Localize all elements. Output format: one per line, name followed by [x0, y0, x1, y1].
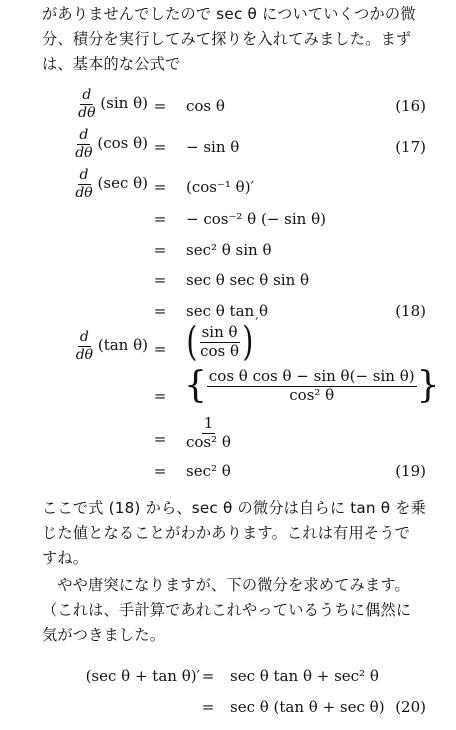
eq17-lhs-arg: (cos θ)	[97, 134, 148, 153]
eq-tan-rhs-4: sec² θ	[186, 462, 231, 480]
quotient-fraction: $\frac{\text{cos θ cos θ − sin θ(− sin θ)}}{\text{cos² θ}}$	[208, 366, 415, 404]
derivative-operator: $\frac{d}{d\theta}$	[78, 87, 96, 121]
eq-tan-equals-2: =	[153, 387, 167, 405]
paragraph-3-line-3: 気がつきました。	[42, 626, 166, 644]
eq20-equals-1: =	[201, 667, 215, 685]
eq-sec-rhs-3: sec² θ sin θ	[186, 241, 272, 259]
eq20-rhs-2: sec θ (tan θ + sec θ)	[230, 698, 385, 716]
eq-tan-lhs-arg: (tan θ)	[97, 336, 148, 355]
eq-tan-equals-4: =	[153, 462, 167, 480]
right-paren: )	[241, 319, 253, 365]
eq16-number: (16)	[395, 97, 426, 115]
paragraph-3-line-1: やや唐突になりますが、下の微分を求めてみます。	[57, 576, 410, 594]
eq19-number: (19)	[395, 462, 426, 480]
eq17-lhs	[70, 128, 148, 160]
paragraph-2	[42, 496, 452, 571]
eq-sec-rhs-1: (cos⁻¹ θ)′	[186, 178, 254, 196]
eq-sec-lhs	[70, 168, 148, 200]
paragraph-2-line-3: すね。	[42, 549, 89, 567]
eq16-lhs	[70, 88, 148, 120]
eq16-equals: =	[153, 97, 167, 115]
eq-sec-rhs-4: sec θ sec θ sin θ	[186, 271, 310, 289]
eq16-rhs: cos θ	[186, 97, 225, 115]
right-brace: }	[416, 365, 440, 406]
paragraph-1	[42, 2, 452, 77]
eq-sec-equals-5: =	[153, 302, 167, 320]
derivative-operator: $\frac{d}{d\theta}$	[75, 127, 93, 161]
left-paren: (	[186, 319, 198, 365]
eq-sec-equals-4: =	[153, 271, 167, 289]
paragraph-2-line-2: じた値となることがわかあります。これは有用そうで	[42, 524, 411, 542]
eq-tan-rhs-1	[184, 316, 259, 365]
eq-tan-lhs	[62, 330, 148, 362]
eq-tan-equals-1: =	[153, 340, 167, 358]
derivative-operator: $\frac{d}{d\theta}$	[75, 167, 93, 201]
paragraph-1-line-2: 分、積分を実行してみて探りを入れてみました。まず	[42, 30, 412, 48]
eq-tan-rhs-2	[184, 365, 440, 406]
eq-sec-equals-2: =	[153, 210, 167, 228]
eq17-number: (17)	[395, 138, 426, 156]
eq-sec-rhs-2: − cos⁻² θ (− sin θ)	[186, 210, 326, 228]
eq-sec-rhs-5: sec θ tan θ	[186, 302, 268, 320]
one-over-cos-squared-fraction: $\frac{1}{\text{cos² θ}}$	[186, 414, 231, 451]
eq17-equals: =	[153, 138, 167, 156]
eq20-rhs-1: sec θ tan θ + sec² θ	[230, 667, 379, 685]
paragraph-3-line-2: （これは、手計算であれこれやっているうちに偶然に	[42, 601, 412, 619]
paragraph-3	[42, 573, 452, 648]
eq16-lhs-arg: (sin θ)	[100, 94, 148, 113]
eq20-lhs: (sec θ + tan θ)′	[85, 667, 200, 685]
sin-over-cos-fraction: $\frac{\text{sin θ}}{\text{cos θ}}$	[200, 322, 240, 360]
derivative-operator: $\frac{d}{d\theta}$	[75, 329, 94, 363]
prime-mark: ′	[255, 316, 259, 332]
eq17-rhs: − sin θ	[186, 138, 240, 156]
eq-tan-equals-3: =	[153, 430, 167, 448]
paragraph-1-line-3: は、基本的な公式で	[42, 55, 181, 73]
left-brace: {	[184, 365, 207, 406]
eq20-number: (20)	[395, 698, 426, 716]
eq-sec-lhs-arg: (sec θ)	[97, 174, 148, 193]
eq-tan-rhs-3	[186, 416, 231, 451]
eq18-number: (18)	[395, 302, 426, 320]
eq-sec-equals-3: =	[153, 241, 167, 259]
paragraph-1-line-1: がありませんでしたので sec θ についていくつかの微	[42, 5, 416, 23]
paragraph-2-line-1: ここで式 (18) から、sec θ の微分は自らに tan θ を乗	[42, 499, 427, 517]
eq20-equals-2: =	[201, 698, 215, 716]
eq-sec-equals-1: =	[153, 178, 167, 196]
